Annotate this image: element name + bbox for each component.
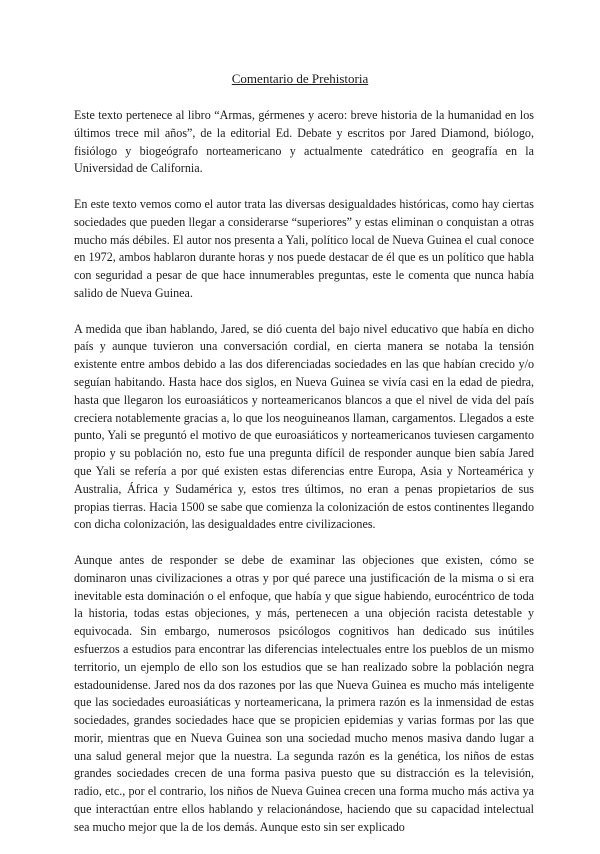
document-title: Comentario de Prehistoria [231,71,369,86]
paragraph-3: A medida que iban hablando, Jared, se dió cuenta del bajo nivel educativo que había en dicho país y aunque tuvieron una conversación cordial, en cierta manera se notaba la tensión existente entre ambos debido a las dos diferenciadas sociedades en las que habían crecido y/o seguían habitando. Hasta hace dos siglos, en Nueva Guinea se vivía casi en la edad de piedra, hasta que llegaron los euroasiáticos y norteamericanos blancos a que el nivel de vida del país creciera notablemente gracias a, lo que los neoguineanos llaman, cargamentos. Llegados a este punto, Yali se preguntó el motivo de que euroasiáticos y norteamericanos tuviesen cargamento propio y su población no, esto fue una pregunta difícil de responder aunque bien sabía Jared que Yali se refería a por qué existen estas diferencias entre Europa, Asia y Norteamérica y Australia, África y Sudamérica y, estos tres últimos, no eran a penas propietarios de sus propias tierras. Hacia 1500 se sabe que comienza la colonización de estos continentes llegando con dicha colonización, las desigualdades entre civilizaciones. [74,321,534,532]
paragraph-1: Este texto pertenece al libro “Armas, gérmenes y acero: breve historia de la humanidad en los últimos trece mil años”, de la editorial Ed. Debate y escritos por Jared Diamond, biólogo, fisiólogo y biogeógrafo norteamericano y actualmente catedrático en geografía en la Universidad de California. [74,108,534,176]
paragraph-2: En este texto vemos como el autor trata las diversas desigualdades históricas, como hay ciertas sociedades que pueden llegar a considerarse “superiores” y estas eliminan o conquistan a otras mucho más débiles. El autor nos presenta a Yali, político local de Nueva Guinea el cual conoce en 1972, ambos hablaron durante horas y nos puede destacar de él que es un político que habla con seguridad a pesar de que hace innumerables preguntas, este le comenta que nunca había salido de Nueva Guinea. [74,196,534,300]
paragraph-4: Aunque antes de responder se debe de examinar las objeciones que existen, cómo se dominaron unas civilizaciones a otras y por qué parece una justificación de la misma o si era inevitable esta dominación o el enfoque, que había y que sigue habiendo, eurocéntrico de toda la historia, todas estas objeciones, y más, pertenecen a una objeción racista detestable y equivocada. Sin embargo, numerosos psicólogos cognitivos han dedicado sus inútiles esfuerzos a estudios para encontrar las diferencias intelectuales entre los pueblos de un mismo territorio, un ejemplo de ello son los estudios que se han realizado sobre la población negra estadounidense. Jared nos da dos razones por las que Nueva Guinea es mucho más inteligente que las sociedades euroasiáticas y norteamericana, la primera razón es la inmensidad de estas sociedades, grandes sociedades hace que se propicien epidemias y varias formas por las que morir, mientras que en Nueva Guinea son una sociedad mucho menos masiva dando lugar a una salud general mejor que la nuestra. La segunda razón es la genética, los niños de estas grandes sociedades crecen de una forma pasiva puesto que su distracción es la televisión, radio, etc., por el contrario, los niños de Nueva Guinea crecen una forma mucho más activa ya que interactúan entre ellos hablando y relacionándose, haciendo que su capacidad intelectual sea mucho mejor que la de los demás. Aunque esto sin ser explicado [74,552,534,834]
document-body [74,107,534,854]
